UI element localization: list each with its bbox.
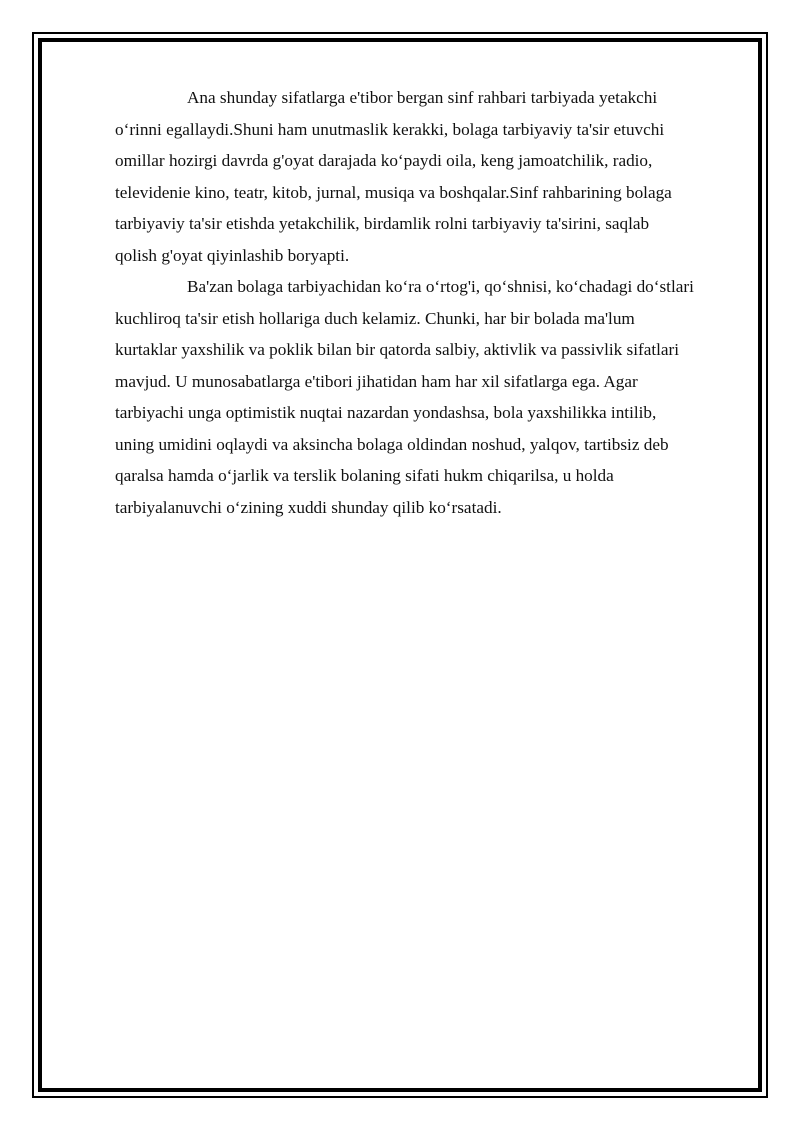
paragraph-2: Ba'zan bolaga tarbiyachidan ko‘ra o‘rtog'i, qo‘shnisi, ko‘chadagi do‘stlari kuchliroq ta'sir etish hollariga duch kelamiz. Chunki, har bir bolada ma'lum kurtaklar yaxshilik va poklik bilan bir qatorda salbiy, aktivlik va passivlik sifatlari mavjud. U munosabatlarga e'tibori jihatidan ham har xil sifatlarga ega. Agar tarbiyachi unga optimistik nuqtai nazardan yondashsa, bola yaxshilikka intilib, uning umidini oqlaydi va aksincha bolaga oldindan noshud, yalqov, tartibsiz deb qaralsa hamda o‘jarlik va terslik bolaning sifati hukm chiqarilsa, u holda tarbiyalanuvchi o‘zining xuddi shunday qilib ko‘rsatadi. <box>115 277 694 517</box>
document-body <box>115 82 695 523</box>
paragraph-1: Ana shunday sifatlarga e'tibor bergan sinf rahbari tarbiyada yetakchi o‘rinni egallaydi.Shuni ham unutmaslik kerakki, bolaga tarbiyaviy ta'sir etuvchi omillar hozirgi davrda g'oyat darajada ko‘paydi oila, keng jamoatchilik, radio, televidenie kino, teatr, kitob, jurnal, musiqa va boshqalar.Sinf rahbarining bolaga tarbiyaviy ta'sir etishda yetakchilik, birdamlik rolni tarbiyaviy ta'sirini, saqlab qolish g'oyat qiyinlashib boryapti. <box>115 88 672 265</box>
